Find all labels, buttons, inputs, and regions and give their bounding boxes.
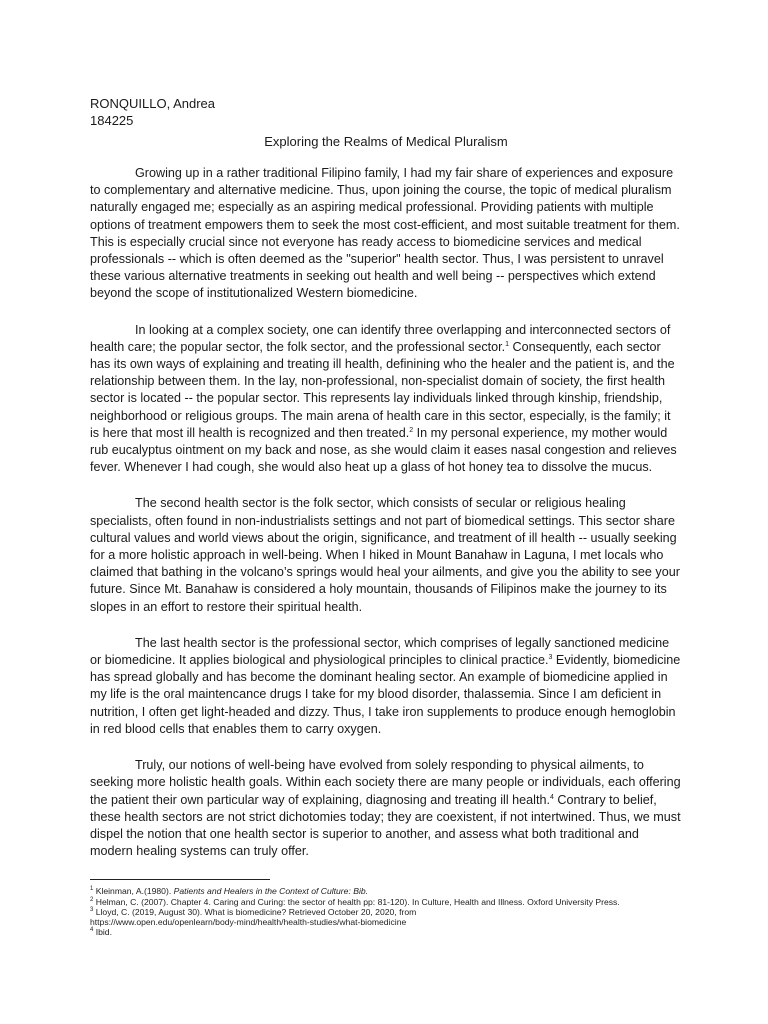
footnote-4 (90, 927, 682, 937)
footnote-1-text: Kleinman, A.(1980). (93, 886, 174, 897)
footnote-1 (90, 886, 682, 896)
footnote-3-link[interactable]: https://www.open.edu/openlearn/body-mind/health/health-studies/what-biomedicine (90, 916, 407, 927)
footnotes (90, 886, 682, 937)
paragraph-5-text-b: Contrary to belief, these health sectors are not strict dichotomies today; they are coexistent, if not intertwined. Thus, we must dispel the notion that one health sector is superior to another, and assess what both traditional and modern healing systems can truly offer. (90, 792, 681, 859)
paragraph-3-text: The second health sector is the folk sector, which consists of secular or religious healing specialists, often found in non-industrialists settings and not part of biomedical settings. This sector share cultural values and world views about the origin, significance, and treatment of ill health -- usually seeking for a more holistic approach in well-being. When I hiked in Mount Banahaw in Laguna, I met locals who claimed that bathing in the volcano’s springs would heal your ailments, and give you the ability to see your future. Since Mt. Banahaw is considered a holy mountain, thousands of Filipinos make the journey to its slopes in an effort to restore their spiritual health. (90, 496, 680, 614)
paragraph-4-text-b: Evidently, biomedicine has spread globally and has become the dominant healing sector. An example of biomedicine applied in my life is the oral maintencance drugs I take for my blood disorder, thalassemia. Since I am deficient in nutrition, I often get light-headed and dizzy. Thus, I take iron supplements to produce enough hemoglobin in red blood cells that enables them to carry oxygen. (90, 653, 681, 736)
footnote-4-text: Ibid. (93, 927, 112, 938)
footnote-2-text: Helman, C. (2007). Chapter 4. Caring and Curing: the sector of health pp: 81-120). In Culture, Health and Illness. Oxford University Press. (93, 896, 620, 907)
paragraph-4-text-a: The last health sector is the professional sector, which comprises of legally sanctioned medicine or biomedicine. It applies biological and physiological principles to clinical practice. (90, 635, 670, 668)
footnote-2-number: 2 (90, 896, 94, 903)
paragraph-1 (90, 165, 682, 303)
footnote-2 (90, 897, 682, 907)
document-title: Exploring the Realms of Medical Pluralism (264, 134, 508, 149)
paragraph-5 (90, 757, 682, 860)
paragraph-3 (90, 495, 682, 615)
footnote-3 (90, 907, 682, 917)
footnote-divider (90, 879, 270, 880)
footnote-4-number: 4 (90, 927, 94, 934)
footnote-1-book-title: Patients and Healers in the Context of Culture: Bib. (173, 886, 369, 897)
paragraph-2 (90, 322, 682, 477)
footnote-3-number: 3 (90, 906, 94, 913)
student-id: 184225 (90, 113, 134, 128)
paragraph-2-text-b: Consequently, each sector has its own ways of explaining and treating ill health, definining who the healer and the patient is, and the relationship between them. In the lay, non-professional, non-specialist domain of society, the first health sector is located -- the popular sector. This represents lay individuals linked through kinship, friendship, neighborhood or religious groups. The main arena of health care in this sector, especially, is the family; it is here that most ill health is recognized and then treated. (90, 339, 675, 440)
footnote-1-number: 1 (90, 886, 94, 893)
footnote-ref-1[interactable]: 1 (505, 340, 510, 348)
footnote-3-url[interactable] (90, 917, 682, 927)
footnote-ref-4[interactable]: 4 (549, 793, 554, 801)
footnote-ref-3[interactable]: 3 (548, 653, 553, 661)
paragraph-1-text: Growing up in a rather traditional Filipino family, I had my fair share of experiences and exposure to complementary and alternative medicine. Thus, upon joining the course, the topic of medical pluralism naturally engaged me; especially as an aspiring medical professional. Providing patients with multiple options of treatment empowers them to seek the most cost-efficient, and most suitable treatment for them. This is especially crucial since not everyone has ready access to biomedicine services and medical professionals -- which is often deemed as the "superior" health sector. Thus, I was persistent to unravel these various alternative treatments in seeking out health and well being -- perspectives which extend beyond the scope of institutionalized Western biomedicine. (90, 166, 680, 301)
footnote-3-text: Lloyd, C. (2019, August 30). What is biomedicine? Retrieved October 20, 2020, from (93, 906, 417, 917)
paragraph-5-text-a: Truly, our notions of well-being have evolved from solely responding to physical ailments, to seeking more holistic health goals. Within each society there are many people or individuals, each offering the patient their own particular way of explaining, diagnosing and treating ill health. (90, 758, 681, 807)
footnote-ref-2[interactable]: 2 (409, 426, 414, 434)
paragraph-4 (90, 635, 682, 738)
author-name: RONQUILLO, Andrea (90, 96, 215, 111)
paragraph-2-text-c: In my personal experience, my mother would rub eucalyptus ointment on my back and nose, as she would claim it eases nasal congestion and relieves fever. Whenever I had cough, she would also heat up a glass of hot honey tea to dissolve the mucus. (90, 425, 677, 475)
paragraph-2-text-a: In looking at a complex society, one can identify three overlapping and interconnected sectors of health care; the popular sector, the folk sector, and the professional sector. (90, 322, 671, 354)
